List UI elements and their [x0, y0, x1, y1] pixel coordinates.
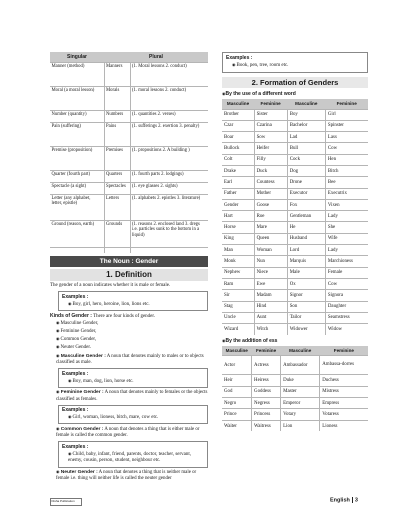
plural-meaning-table — [50, 52, 208, 253]
neuter-text: A noun that denotes a thing that is neither male or female i.e. thing will neither life is called the neuter gender — [56, 470, 197, 482]
empty-cell — [50, 247, 104, 253]
feminine-cell: Widow — [325, 324, 368, 335]
masculine-cell: Horse — [222, 222, 254, 233]
kind-item: ◉ Common Gender, — [56, 336, 208, 344]
feminine-cell: Queen — [254, 233, 287, 244]
formation-heading: 2. Formation of Genders — [222, 77, 368, 88]
feminine-cell: Negress — [252, 398, 281, 409]
feminine-cell: Mare — [254, 222, 287, 233]
masculine-examples-box — [58, 368, 208, 388]
singular-cell: Quarter (fourth part) — [50, 170, 104, 182]
feminine-cell: Ewe — [254, 278, 287, 289]
feminine-cell: Nun — [254, 256, 287, 267]
masculine-cell: Ox — [287, 278, 325, 289]
plural-row — [50, 194, 208, 220]
header-masculine: Masculine — [281, 346, 320, 356]
masculine-cell: Earl — [222, 177, 254, 188]
masculine-cell: Prince — [222, 409, 252, 420]
feminine-cell: Witch — [254, 324, 287, 335]
top-example: ◉ Book, pen, tree, room etc. — [232, 62, 364, 70]
singular-cell: Premise (proposition) — [50, 146, 104, 170]
gender-table-ess — [222, 346, 368, 431]
examples-label: Examples : — [62, 443, 89, 450]
masculine-cell: Negro — [222, 398, 252, 409]
gender-row — [222, 132, 368, 143]
definition-example: ◉ Boy, girl, hero, heroine, lion, lions etc. — [68, 301, 204, 309]
masculine-cell: Drone — [287, 177, 325, 188]
header-feminine: Feminine — [254, 99, 287, 109]
masculine-cell: Waiter — [222, 420, 252, 431]
feminine-cell: Countess — [254, 177, 287, 188]
right-column — [222, 52, 368, 431]
gender-row — [222, 245, 368, 256]
feminine-cell: Bitch — [325, 165, 368, 176]
masculine-cell: Wizard — [222, 324, 254, 335]
feminine-label: Feminine Gender : — [60, 390, 104, 396]
common-example: ◉ Child, baby, infant, friend, parents, doctor, teacher, servant, enemy, cousin, person, student, neighbour etc. — [68, 451, 204, 466]
feminine-cell: Wife — [325, 233, 368, 244]
kind-item: ◉ Neuter Gender. — [56, 344, 208, 352]
masculine-cell: Bullock — [222, 143, 254, 154]
meaning-cell: (1. moral lessons 2. conduct) — [130, 86, 208, 110]
feminine-cell: Heiress — [252, 375, 281, 386]
definition-text: The gender of a noun indicates whether it is male or female. — [50, 283, 171, 288]
masculine-cell: Nephew — [222, 267, 254, 278]
masculine-cell: Brother — [222, 109, 254, 120]
masculine-cell: Man — [222, 245, 254, 256]
plural-row — [50, 146, 208, 170]
top-examples-box — [222, 52, 368, 73]
examples-label: Examples : — [226, 55, 253, 61]
feminine-cell: Aunt — [254, 312, 287, 323]
feminine-cell: Goose — [254, 199, 287, 210]
masculine-cell: Uncle — [222, 312, 254, 323]
gender-row — [222, 409, 368, 420]
gender-row — [222, 375, 368, 386]
gender-table-different-word — [222, 99, 368, 335]
publisher-logo: Disha Publication — [50, 498, 82, 506]
masculine-cell: Boy — [287, 109, 325, 120]
masculine-cell: Fox — [287, 199, 325, 210]
feminine-cell: Girl — [325, 109, 368, 120]
kind-item: ◉ Masculine Gender, — [56, 320, 208, 328]
masculine-cell: Stag — [222, 301, 254, 312]
feminine-cell: Hind — [254, 301, 287, 312]
feminine-cell: Sister — [254, 109, 287, 120]
header-feminine: Feminine — [320, 346, 368, 356]
feminine-cell: Marchioness — [325, 256, 368, 267]
gender-row — [222, 154, 368, 165]
plural-cell: Quarters — [104, 170, 130, 182]
header-masculine: Masculine — [287, 99, 325, 109]
neuter-label: Neuter Gender : — [60, 470, 98, 475]
gender-row — [222, 398, 368, 409]
masculine-cell: Father — [222, 188, 254, 199]
plural-cell: Numbers — [104, 110, 130, 122]
plural-row — [50, 220, 208, 247]
kind-item: ◉ Feminine Gender, — [56, 328, 208, 336]
plural-cell: Manners — [104, 62, 130, 86]
feminine-cell: Roe — [254, 211, 287, 222]
masculine-cell: Sir — [222, 290, 254, 301]
gender-row — [222, 324, 368, 335]
meaning-cell: (1. eye glasses 2. sights) — [130, 182, 208, 194]
feminine-cell: Duck — [254, 165, 287, 176]
examples-label: Examples : — [62, 370, 89, 377]
gender-row — [222, 222, 368, 233]
examples-label: Examples : — [62, 407, 89, 413]
masculine-cell: He — [287, 222, 325, 233]
masculine-text: A noun that denotes mainly to males or to objects classified as male. — [56, 353, 204, 366]
feminine-cell: Duchess — [320, 375, 368, 386]
gender-row — [222, 312, 368, 323]
feminine-cell: Vixen — [325, 199, 368, 210]
feminine-cell: Cow — [325, 143, 368, 154]
masculine-cell: Lord — [287, 245, 325, 256]
singular-cell: Number (quantity) — [50, 110, 104, 122]
gender-row — [222, 267, 368, 278]
singular-cell: Pain (suffering) — [50, 122, 104, 146]
gender-row — [222, 356, 368, 375]
page-footer — [330, 497, 358, 503]
gender-row — [222, 278, 368, 289]
masculine-cell: Husband — [287, 233, 325, 244]
common-text: A noun that denotes a thing that is either male or female is called the common gender. — [56, 426, 200, 439]
masculine-cell: Bachelor — [287, 120, 325, 131]
header-masculine: Masculine — [222, 99, 254, 109]
plural-cell: Premises — [104, 146, 130, 170]
common-label: Common Gender : — [60, 426, 104, 432]
feminine-cell: Mother — [254, 188, 287, 199]
masculine-gender-def — [56, 353, 208, 367]
masculine-cell: Emperor — [281, 398, 320, 409]
plural-row — [50, 122, 208, 146]
feminine-cell: Votaress — [320, 409, 368, 420]
gender-row — [222, 290, 368, 301]
masculine-cell: Gentleman — [287, 211, 325, 222]
masculine-cell: Marquis — [287, 256, 325, 267]
masculine-cell: Bull — [287, 143, 325, 154]
feminine-cell: Daughter — [325, 301, 368, 312]
masculine-cell: Drake — [222, 165, 254, 176]
feminine-cell: Sow — [254, 132, 287, 143]
masculine-cell: Male — [287, 267, 325, 278]
feminine-cell: Hen — [325, 154, 368, 165]
singular-cell: Moral (a moral lesson) — [50, 86, 104, 110]
masculine-example: ◉ Boy, man, dog, lion, horse etc. — [68, 378, 204, 386]
feminine-cell: Spinster — [325, 120, 368, 131]
kinds-intro — [50, 313, 208, 321]
gender-row — [222, 120, 368, 131]
feminine-cell: Actress — [252, 356, 281, 375]
plural-cell: Pains — [104, 122, 130, 146]
meaning-cell: (1. reasons 2. enclosed land 3. dregs i.e. particles sunk to the bottom in a liquid) — [130, 220, 208, 247]
feminine-cell: Lass — [325, 132, 368, 143]
masculine-cell: Signor — [287, 290, 325, 301]
singular-cell: Spectacle (a sight) — [50, 182, 104, 194]
masculine-cell: Widower — [287, 324, 325, 335]
feminine-cell: Female — [325, 267, 368, 278]
masculine-cell: Monk — [222, 256, 254, 267]
header-masculine: Masculine — [222, 346, 252, 356]
kinds-intro-text: There are four kinds of gender. — [91, 313, 156, 319]
footer-divider — [352, 497, 353, 503]
gender-row — [222, 199, 368, 210]
masculine-cell: Cock — [287, 154, 325, 165]
plural-spacer-row — [50, 247, 208, 253]
feminine-cell: Lioness — [320, 420, 368, 431]
meaning-cell: (1. quantities 2. verses) — [130, 110, 208, 122]
singular-cell: Manner (method) — [50, 62, 104, 86]
feminine-cell: Mistress — [320, 386, 368, 397]
feminine-example: ◉ Girl, woman, lioness, bitch, mare, cow etc. — [68, 414, 204, 422]
singular-cell: Ground (reason, earth) — [50, 220, 104, 247]
plural-row — [50, 182, 208, 194]
feminine-cell: Princess — [252, 409, 281, 420]
feminine-cell: Lady — [325, 245, 368, 256]
masculine-cell: Colt — [222, 154, 254, 165]
feminine-cell: She — [325, 222, 368, 233]
masculine-cell: Lion — [281, 420, 320, 431]
definition-examples-box — [58, 291, 208, 311]
gender-row — [222, 233, 368, 244]
masculine-cell: Czar — [222, 120, 254, 131]
gender-row — [222, 420, 368, 431]
examples-label: Examples : — [62, 293, 89, 300]
singular-cell: Letter (any alphabet, letter, epistle) — [50, 194, 104, 220]
masculine-cell: Hart — [222, 211, 254, 222]
definition-heading: 1. Definition — [50, 269, 208, 281]
masculine-cell: Ram — [222, 278, 254, 289]
kinds-intro-label: Kinds of Gender : — [50, 312, 92, 319]
feminine-cell: Niece — [254, 267, 287, 278]
gender-row — [222, 188, 368, 199]
plural-row — [50, 86, 208, 110]
feminine-cell: Cow — [325, 278, 368, 289]
masculine-cell: Duke — [281, 375, 320, 386]
masculine-cell: Heir — [222, 375, 252, 386]
plural-row — [50, 170, 208, 182]
gender-row — [222, 165, 368, 176]
plural-cell: Morals — [104, 86, 130, 110]
header-feminine: Feminine — [252, 346, 281, 356]
meaning-cell: (1. Moral lessons 2. conduct) — [130, 62, 208, 86]
masculine-cell: God — [222, 386, 252, 397]
plural-cell: Grounds — [104, 220, 130, 247]
plural-cell: Letters — [104, 194, 130, 220]
feminine-cell: Bee — [325, 177, 368, 188]
header-singular: Singular — [50, 52, 104, 62]
masculine-cell: Master — [281, 386, 320, 397]
feminine-cell: Czarina — [254, 120, 287, 131]
by-ess-heading: ◉ By the addition of ess — [222, 338, 368, 344]
header-feminine: Feminine — [325, 99, 368, 109]
masculine-cell: Lad — [287, 132, 325, 143]
masculine-label: Masculine Gender : — [60, 353, 106, 359]
feminine-cell: Heifer — [254, 143, 287, 154]
section-bar-noun-gender: The Noun : Gender — [50, 256, 208, 267]
plural-row — [50, 110, 208, 122]
feminine-cell: Waitress — [252, 420, 281, 431]
feminine-cell: Signora — [325, 290, 368, 301]
feminine-cell: Seamstress — [325, 312, 368, 323]
feminine-cell: Ambassa-dorres — [320, 356, 368, 375]
empty-cell — [104, 247, 130, 253]
feminine-cell: Filly — [254, 154, 287, 165]
feminine-cell: Madam — [254, 290, 287, 301]
feminine-cell: Woman — [254, 245, 287, 256]
gender-row — [222, 143, 368, 154]
common-gender-def — [56, 426, 208, 440]
common-examples-box — [58, 441, 208, 468]
masculine-cell: Ambassador — [281, 356, 320, 375]
left-column — [50, 52, 208, 483]
neuter-gender-def — [56, 469, 208, 483]
footer-subject: English — [330, 497, 350, 504]
meaning-cell: (1. alphabets 2. epistles 3. literature) — [130, 194, 208, 220]
masculine-cell: King — [222, 233, 254, 244]
masculine-cell: Gender — [222, 199, 254, 210]
gender-row — [222, 386, 368, 397]
meaning-cell: (1. propositions 2. A building ) — [130, 146, 208, 170]
feminine-cell: Goddess — [252, 386, 281, 397]
gender-row — [222, 301, 368, 312]
feminine-examples-box — [58, 405, 208, 425]
plural-cell: Spectacles — [104, 182, 130, 194]
masculine-cell: Actor — [222, 356, 252, 375]
masculine-cell: Tailor — [287, 312, 325, 323]
feminine-text: A noun that denotes mainly to females or the objects classified as females. — [56, 390, 208, 402]
masculine-cell: Son — [287, 301, 325, 312]
empty-cell — [130, 247, 208, 253]
by-different-word-heading: ◉ By the use of a different word — [222, 91, 368, 97]
gender-row — [222, 177, 368, 188]
masculine-cell: Votary — [281, 409, 320, 420]
gender-row — [222, 211, 368, 222]
gender-row — [222, 109, 368, 120]
masculine-cell: Dog — [287, 165, 325, 176]
meaning-cell: (1. fourth parts 2. lodgings) — [130, 170, 208, 182]
meaning-cell: (1. sufferings 2. exertion 3. penalty) — [130, 122, 208, 146]
gender-row — [222, 256, 368, 267]
plural-row — [50, 62, 208, 86]
footer-page-number: 3 — [354, 497, 358, 504]
feminine-cell: Executrix — [325, 188, 368, 199]
feminine-gender-def — [56, 389, 208, 403]
feminine-cell: Empress — [320, 398, 368, 409]
masculine-cell: Boar — [222, 132, 254, 143]
header-plural: Plural — [104, 52, 208, 62]
feminine-cell: Lady — [325, 211, 368, 222]
masculine-cell: Executor — [287, 188, 325, 199]
